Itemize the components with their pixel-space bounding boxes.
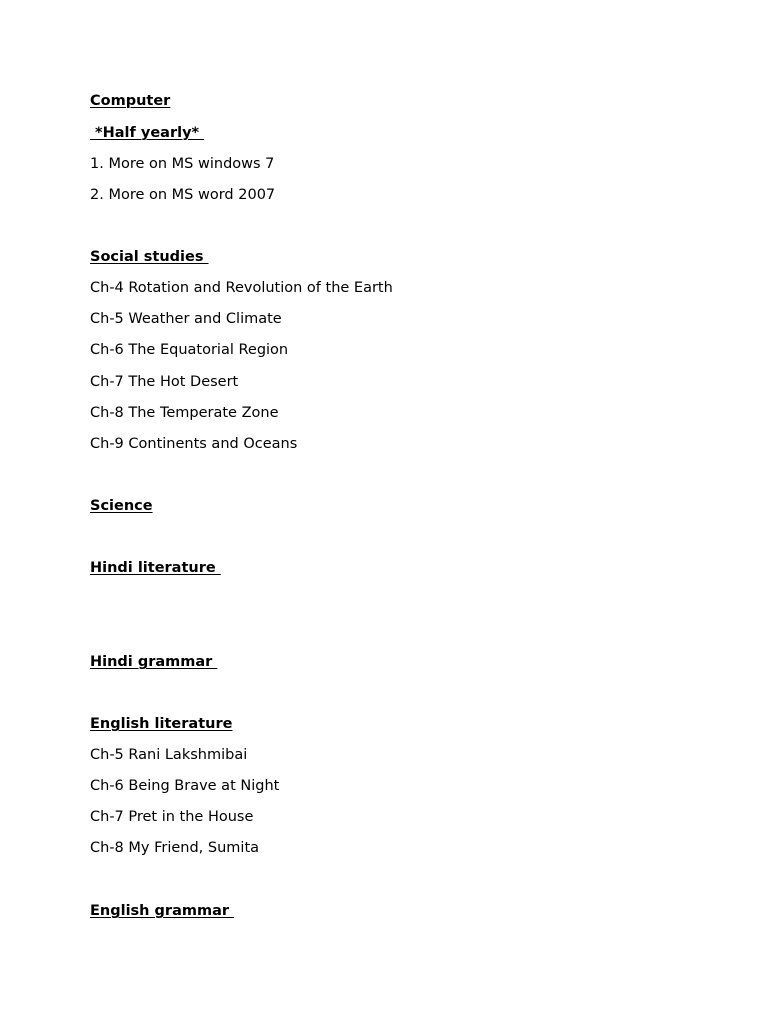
english-literature-heading: English literature (90, 716, 233, 732)
social-studies-item: Ch-8 The Temperate Zone (90, 405, 279, 421)
english-literature-item: Ch-6 Being Brave at Night (90, 778, 280, 794)
social-studies-item: Ch-5 Weather and Climate (90, 311, 282, 327)
computer-heading: Computer (90, 93, 171, 109)
english-literature-item: Ch-8 My Friend, Sumita (90, 840, 260, 856)
science-heading: Science (90, 498, 153, 514)
social-studies-item: Ch-9 Continents and Oceans (90, 436, 298, 452)
computer-item: 2. More on MS word 2007 (90, 187, 276, 203)
hindi-literature-heading: Hindi literature (90, 560, 221, 576)
social-studies-item: Ch-7 The Hot Desert (90, 374, 239, 390)
social-studies-heading: Social studies (90, 249, 209, 265)
computer-item: 1. More on MS windows 7 (90, 156, 275, 172)
hindi-grammar-heading: Hindi grammar (90, 654, 218, 670)
english-grammar-heading: English grammar (90, 903, 235, 919)
social-studies-item: Ch-6 The Equatorial Region (90, 342, 289, 358)
social-studies-item: Ch-4 Rotation and Revolution of the Earth (90, 280, 393, 296)
english-literature-item: Ch-5 Rani Lakshmibai (90, 747, 248, 763)
english-literature-item: Ch-7 Pret in the House (90, 809, 254, 825)
half-yearly-subheading: *Half yearly* (90, 125, 205, 141)
